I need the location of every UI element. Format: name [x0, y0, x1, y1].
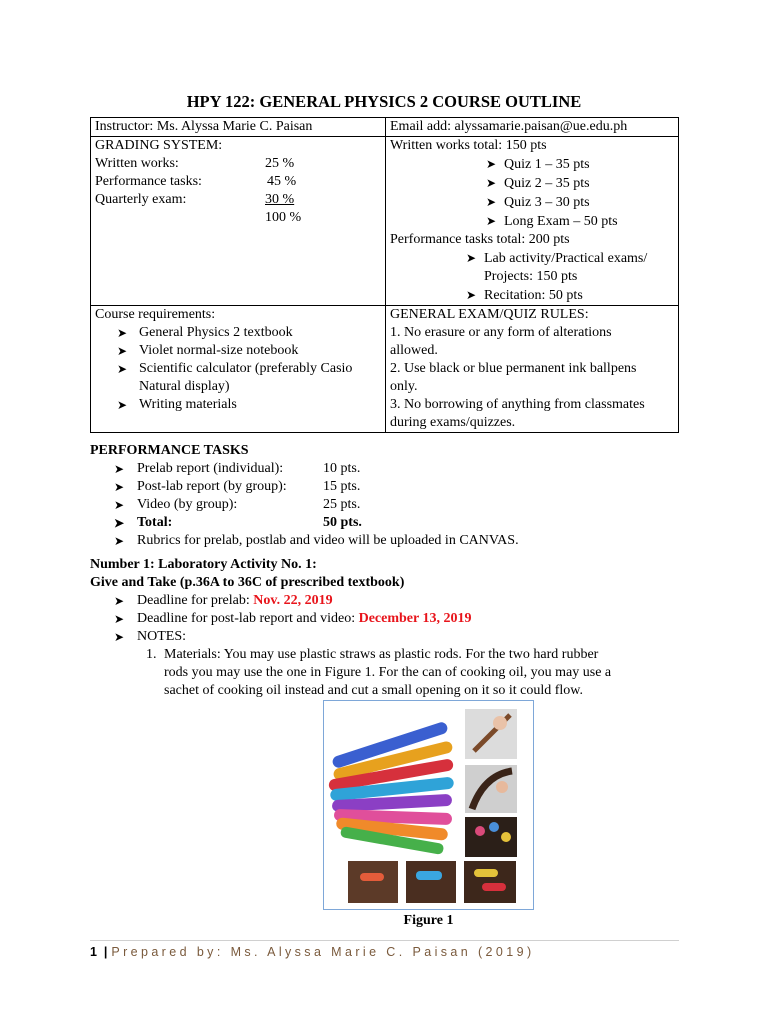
- figure-1-image: [323, 700, 534, 910]
- page-title: HPY 122: GENERAL PHYSICS 2 COURSE OUTLINE: [186, 92, 582, 111]
- grading-row: Written works: 25 %: [95, 156, 295, 171]
- list-item: ➤ Deadline for post-lab report and video: December 13, 2019: [114, 611, 472, 626]
- arrow-bullet-icon: ➤: [466, 288, 477, 302]
- arrow-bullet-icon: ➤: [114, 462, 125, 476]
- list-item: ➤ Post-lab report (by group): 15 pts.: [114, 479, 361, 494]
- foam-rollers: [328, 721, 454, 855]
- arrow-bullet-icon: ➤: [117, 326, 128, 340]
- arrow-bullet-icon: ➤: [486, 214, 497, 228]
- page-footer: [90, 945, 535, 959]
- list-item: ➤ Video (by group): 25 pts.: [114, 497, 361, 512]
- footer-divider: [90, 940, 679, 941]
- page-number: 1: [90, 945, 97, 959]
- note-item: 1. Materials: You may use plastic straws as plastic rods. For the two hard rubber rods you may use the one in Figure 1. For the can of cooking oil, you may use a sachet of cooking oil instead and cut a small opening on it so it could flow.: [146, 647, 612, 698]
- rule-line: allowed.: [390, 343, 438, 358]
- grading-row: Quarterly exam: 30 %: [95, 192, 295, 207]
- arrow-bullet-icon: ➤: [117, 344, 128, 358]
- list-item: ➤ Violet normal-size notebook: [117, 343, 299, 358]
- arrow-bullet-icon: ➤: [466, 251, 477, 265]
- list-item: ➤ Scientific calculator (preferably Casio: [117, 361, 353, 376]
- footer-separator: |: [103, 945, 108, 959]
- list-item: ➤ Prelab report (individual): 10 pts.: [114, 461, 361, 476]
- activity-subtitle: Give and Take (p.36A to 36C of prescribed textbook): [90, 575, 405, 590]
- activity-title: Number 1: Laboratory Activity No. 1:: [90, 557, 317, 572]
- grading-cell: [91, 137, 386, 306]
- list-item: ➤ Lab activity/Practical exams/: [466, 251, 648, 266]
- arrow-bullet-icon: ➤: [114, 516, 125, 530]
- arrow-bullet-icon: ➤: [114, 534, 125, 548]
- performance-total: Performance tasks total: 200 pts: [390, 232, 570, 247]
- table-row: [91, 118, 679, 137]
- grading-row: 100 %: [265, 210, 302, 225]
- rule-line: 3. No borrowing of anything from classmates: [390, 397, 645, 412]
- list-item: ➤ Quiz 2 – 35 pts: [486, 176, 590, 191]
- list-item: ➤ Long Exam – 50 pts: [486, 214, 618, 229]
- list-item: ➤ Quiz 3 – 30 pts: [486, 195, 590, 210]
- arrow-bullet-icon: ➤: [114, 498, 125, 512]
- deadline-date: Nov. 22, 2019: [253, 593, 333, 608]
- table-row: [91, 306, 679, 433]
- arrow-bullet-icon: ➤: [114, 480, 125, 494]
- hair-rollers-illustration: [324, 701, 533, 909]
- written-total: Written works total: 150 pts: [390, 138, 547, 153]
- rule-line: during exams/quizzes.: [390, 415, 516, 430]
- section-heading: PERFORMANCE TASKS: [90, 443, 249, 458]
- requirements-header: Course requirements:: [95, 307, 216, 322]
- figure-caption: Figure 1: [403, 913, 454, 928]
- list-item: ➤ Deadline for prelab: Nov. 22, 2019: [114, 593, 333, 608]
- instructor-cell: Instructor: Ms. Alyssa Marie C. Paisan: [91, 118, 386, 137]
- course-outline-table: [90, 117, 679, 433]
- arrow-bullet-icon: ➤: [486, 157, 497, 171]
- list-item: ➤ Writing materials: [117, 397, 237, 412]
- arrow-bullet-icon: ➤: [114, 594, 125, 608]
- list-item-continuation: Projects: 150 pts: [484, 269, 578, 284]
- arrow-bullet-icon: ➤: [114, 630, 125, 644]
- list-item-total: ➤ Total: 50 pts.: [114, 515, 362, 530]
- totals-cell: [386, 137, 679, 306]
- activity-section: [90, 556, 690, 700]
- list-item: ➤ NOTES:: [114, 629, 186, 644]
- rule-line: only.: [390, 379, 418, 394]
- arrow-bullet-icon: ➤: [117, 362, 128, 376]
- arrow-bullet-icon: ➤: [486, 176, 497, 190]
- arrow-bullet-icon: ➤: [117, 398, 128, 412]
- grading-row: Performance tasks: 45 %: [95, 174, 297, 189]
- rule-line: 2. Use black or blue permanent ink ballpens: [390, 361, 637, 376]
- list-item: ➤ Rubrics for prelab, postlab and video will be uploaded in CANVAS.: [114, 533, 519, 548]
- footer-text: Prepared by: Ms. Alyssa Marie C. Paisan (2019): [111, 945, 535, 959]
- list-item: ➤ General Physics 2 textbook: [117, 325, 293, 340]
- table-row: [91, 137, 679, 306]
- list-item: ➤ Recitation: 50 pts: [466, 288, 583, 303]
- list-item: ➤ Quiz 1 – 35 pts: [486, 157, 590, 172]
- grading-header: GRADING SYSTEM:: [95, 138, 223, 153]
- arrow-bullet-icon: ➤: [114, 612, 125, 626]
- deadline-date: December 13, 2019: [358, 611, 472, 626]
- requirements-cell: [91, 306, 386, 433]
- rule-line: 1. No erasure or any form of alterations: [390, 325, 612, 340]
- arrow-bullet-icon: ➤: [486, 195, 497, 209]
- rules-header: GENERAL EXAM/QUIZ RULES:: [390, 307, 589, 322]
- performance-tasks-section: [90, 442, 690, 550]
- email-cell: Email add: alyssamarie.paisan@ue.edu.ph: [386, 118, 679, 137]
- rules-cell: [386, 306, 679, 433]
- list-item-continuation: Natural display): [139, 379, 230, 394]
